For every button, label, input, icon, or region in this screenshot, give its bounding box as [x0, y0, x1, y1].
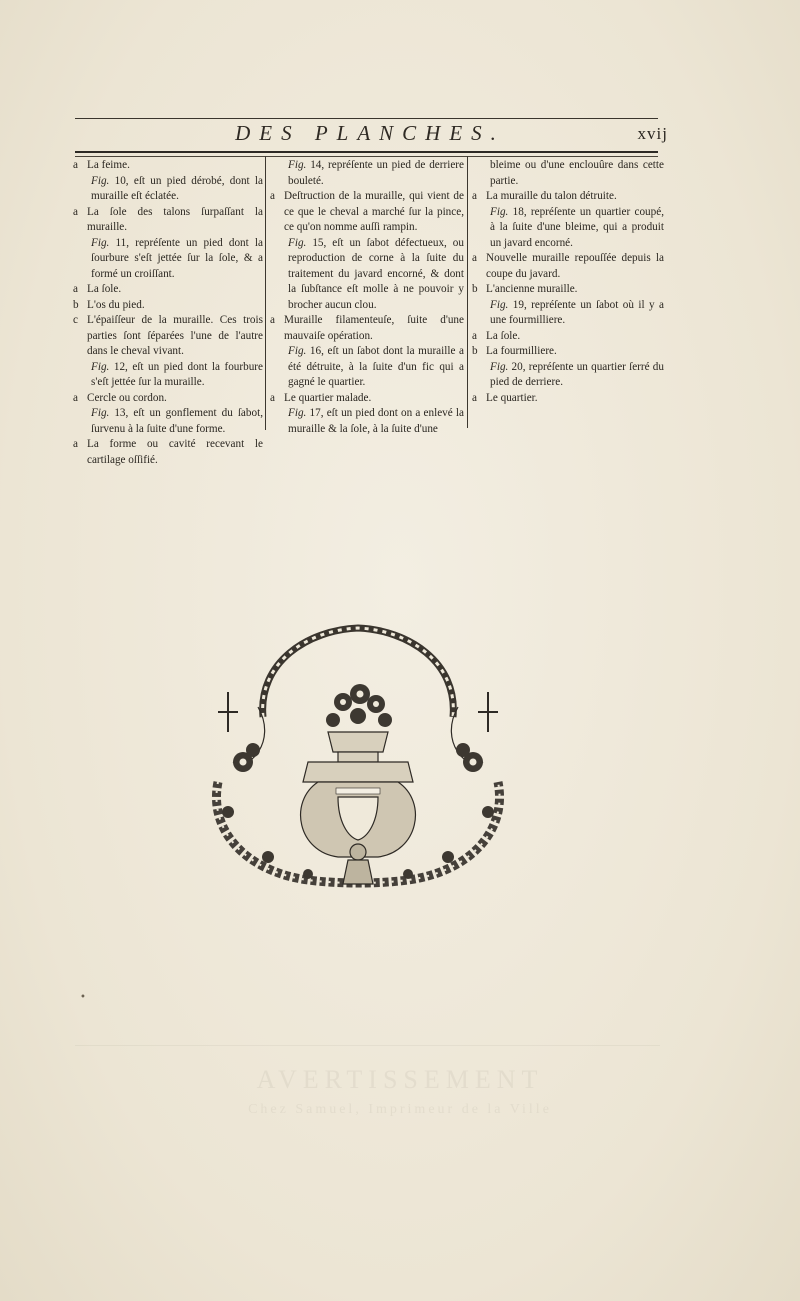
figure-description — [73, 174, 263, 205]
legend-key: b — [73, 298, 79, 311]
figure-label: Fig. — [288, 407, 307, 419]
legend-key: a — [472, 190, 477, 202]
legend-entry — [73, 437, 263, 468]
figure-text: 20, repréſente un quartier ſerré du pied de derriere. — [490, 360, 664, 388]
figure-text: 15, eſt un ſabot défectueux, ou reproduction de corne à la ſuite du traitement du javard encorné, & dont la ſubſtance eſt molle à ne pouvoir y brocher aucun clou. — [288, 236, 464, 311]
bleed-through-title: AVERTISSEMENT — [256, 1065, 544, 1094]
legend-entry — [73, 391, 263, 407]
legend-key: a — [73, 438, 78, 450]
figure-label: Fig. — [490, 205, 509, 218]
figure-text: 14, repréſente un pied de derriere bouleté. — [288, 159, 464, 187]
legend-text: Deſtruction de la muraille, qui vient de ce que le cheval a marché ſur la pince, ce qu'on nomme auſſi rampin. — [284, 190, 464, 233]
legend-key: a — [270, 190, 275, 202]
column-divider-1 — [265, 156, 266, 430]
figure-description — [270, 406, 464, 437]
figure-description — [472, 205, 664, 252]
legend-key: b — [472, 345, 478, 357]
legend-text: L'ancienne muraille. — [486, 283, 578, 295]
text-column-1 — [73, 158, 263, 468]
figure-label: Fig. — [288, 345, 307, 357]
legend-key: a — [73, 283, 78, 295]
figure-label: Fig. — [91, 174, 110, 187]
legend-key: a — [73, 159, 78, 171]
continued-text: bleime ou d'une enclouûre dans cette partie. — [490, 159, 664, 187]
figure-description — [73, 236, 263, 283]
floral-vignette-icon — [188, 622, 528, 892]
legend-text: La ſole. — [87, 283, 122, 295]
running-title: DES PLANCHES. — [235, 121, 505, 145]
legend-text: La ſole. — [486, 329, 521, 342]
figure-description — [270, 344, 464, 391]
legend-entry — [73, 205, 263, 236]
legend-text: Nouvelle muraille repouſſée depuis la coupe du javard. — [486, 252, 664, 280]
legend-key: a — [472, 391, 477, 404]
page-number: xvij — [637, 124, 668, 143]
legend-text: Cercle ou cordon. — [87, 391, 167, 404]
bleed-through-subtitle: Chez Samuel, Imprimeur de la Ville — [248, 1102, 552, 1117]
legend-key: a — [270, 391, 275, 404]
text-column-3 — [472, 158, 664, 406]
legend-entry — [472, 189, 664, 205]
figure-text: 11, repréſente un pied dont la ſourbure s'eſt jettée ſur la ſole, & a formé un croiſſant. — [91, 236, 263, 280]
legend-text: La fourmilliere. — [486, 345, 557, 357]
legend-entry — [472, 251, 664, 282]
figure-description — [73, 406, 263, 437]
legend-text: Le quartier malade. — [284, 391, 372, 404]
header-rule-top — [75, 118, 658, 119]
legend-entry — [472, 329, 664, 345]
legend-entry — [73, 313, 263, 360]
legend-entry — [73, 158, 263, 174]
legend-text: La forme ou cavité recevant le cartilage oſſifié. — [87, 438, 263, 466]
legend-text: L'épaiſſeur de la muraille. Ces trois parties ſont ſéparées l'une de l'autre dans le cheval vivant. — [87, 314, 263, 357]
figure-label: Fig. — [288, 236, 307, 249]
column-divider-2 — [467, 156, 468, 428]
legend-key: a — [73, 205, 78, 218]
legend-text: La ſole des talons ſurpaſſant la muraille. — [87, 205, 263, 233]
legend-text: La muraille du talon détruite. — [486, 190, 617, 202]
figure-label: Fig. — [91, 407, 110, 419]
figure-text: 12, eſt un pied dont la fourbure s'eſt jettée ſur la muraille. — [91, 360, 263, 388]
legend-text: Le quartier. — [486, 391, 538, 404]
legend-entry — [73, 298, 263, 314]
figure-description — [270, 236, 464, 314]
figure-text: 17, eſt un pied dont on a enlevé la muraille & la ſole, à la ſuite d'une — [288, 407, 464, 435]
figure-label: Fig. — [288, 159, 307, 171]
figure-text: 18, repréſente un quartier coupé, à la ſuite d'une bleime, qui a produit un javard encorné. — [490, 205, 664, 249]
figure-label: Fig. — [490, 360, 509, 373]
text-column-2 — [270, 158, 464, 437]
ink-speck: • — [80, 992, 86, 1003]
figure-label: Fig. — [490, 298, 509, 311]
figure-text: 19, repréſente un ſabot où il y a une fourmilliere. — [490, 298, 664, 326]
figure-description — [270, 158, 464, 189]
figure-description — [472, 360, 664, 391]
legend-entry — [270, 391, 464, 407]
legend-text: Muraille filamenteuſe, ſuite d'une mauvaiſe opération. — [284, 314, 464, 342]
legend-key: a — [270, 314, 275, 326]
figure-text: 10, eſt un pied dérobé, dont la muraille eſt éclatée. — [91, 174, 263, 202]
figure-text: 16, eſt un ſabot dont la muraille a été détruite, à la ſuite d'un fic qui a gagné le quartier. — [288, 345, 464, 388]
figure-text: 13, eſt un gonflement du ſabot, ſurvenu à la ſuite d'une forme. — [91, 407, 263, 435]
legend-entry — [270, 189, 464, 236]
legend-entry — [73, 282, 263, 298]
bleed-through-rule — [75, 1045, 660, 1046]
header-rule-bottom — [75, 151, 658, 153]
legend-entry — [270, 313, 464, 344]
legend-key: a — [472, 329, 477, 342]
legend-text: L'os du pied. — [87, 298, 145, 311]
legend-key: c — [73, 314, 78, 326]
legend-key: a — [472, 252, 477, 264]
legend-entry — [472, 282, 664, 298]
figure-description — [73, 360, 263, 391]
figure-description — [472, 298, 664, 329]
legend-text: La feime. — [87, 159, 130, 171]
figure-label: Fig. — [91, 360, 110, 373]
legend-entry — [472, 391, 664, 407]
legend-key: a — [73, 391, 78, 404]
legend-key: b — [472, 283, 478, 295]
legend-entry — [472, 344, 664, 360]
figure-label: Fig. — [91, 236, 110, 249]
